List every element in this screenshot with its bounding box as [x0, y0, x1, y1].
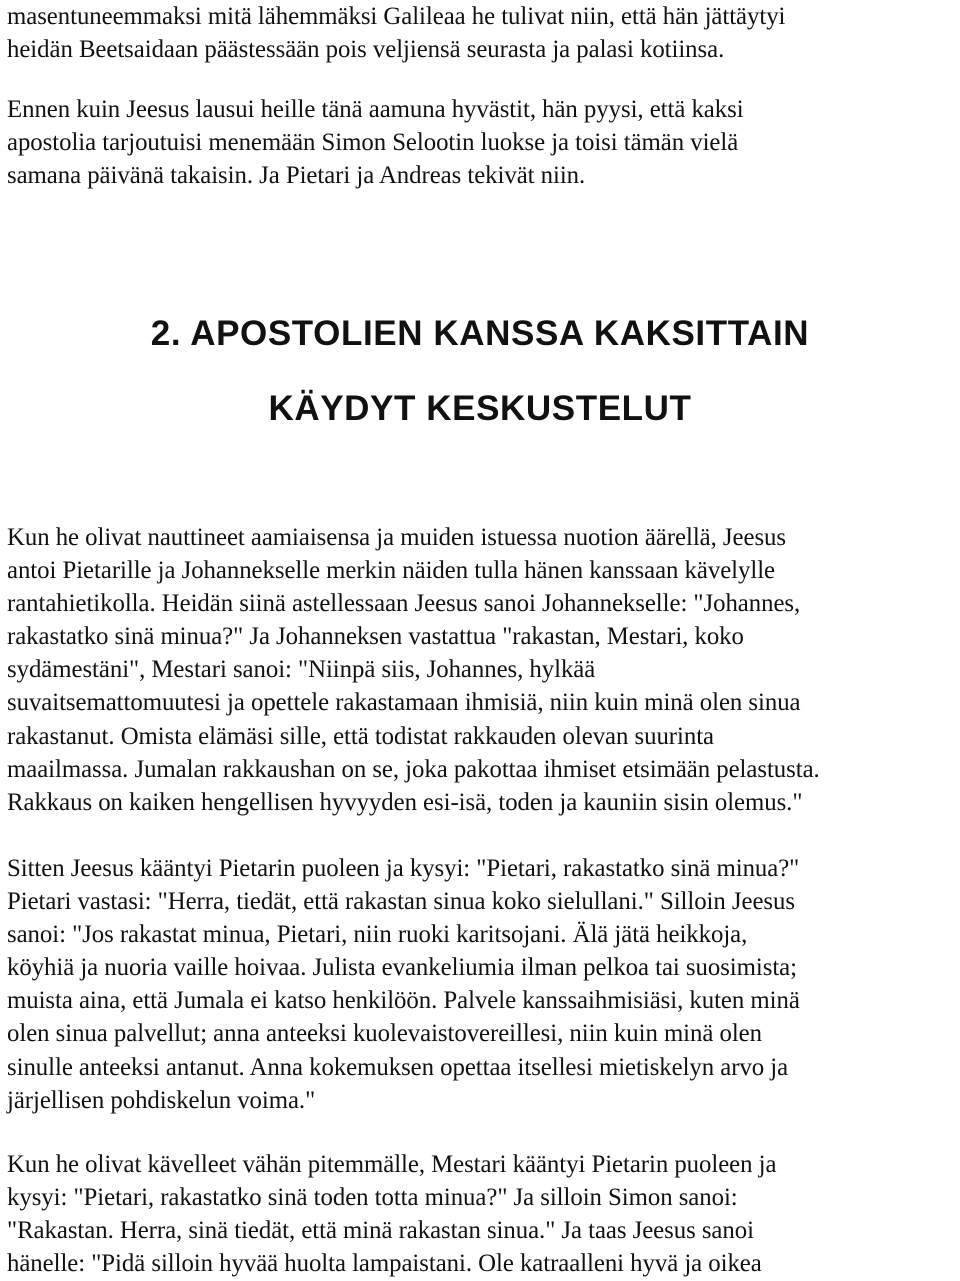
- paragraph-intro-2: Ennen kuin Jeesus lausui heille tänä aamuna hyvästit, hän pyysi, että kaksi apostolia tarjoutuisi menemään Simon Selootin luokse ja toisi tämän vielä samana päivänä takaisin. Ja Pietari ja Andreas tekivät niin.: [7, 96, 744, 190]
- section-heading-line-1: 2. APOSTOLIEN KANSSA KAKSITTAIN: [150, 314, 810, 353]
- paragraph-body-1: Kun he olivat nauttineet aamiaisensa ja muiden istuessa nuotion äärellä, Jeesus antoi Pietarille ja Johannekselle merkin näiden tulla hänen kanssaan kävelylle rantahietikolla. Heidän siinä astellessaan Jeesus sanoi Johannekselle: "Johannes, rakastatko sinä minua?" Ja Johanneksen vastattua "rakastan, Mestari, koko sydämestäni", Mestari sanoi: "Niinpä siis, Johannes, hylkää suvaitsemattomuutesi ja opettele rakastamaan ihmisiä, niin kuin minä olen sinua rakastanut. Omista elämäsi sille, että todistat rakkauden olevan suurinta maailmassa. Jumalan rakkaushan on se, joka pakottaa ihmiset etsimään pelastusta. Rakkaus on kaiken hengellisen hyvyyden esi-isä, toden ja kauniin sisin olemus.": [7, 524, 820, 816]
- paragraph-body-3: Kun he olivat kävelleet vähän pitemmälle, Mestari kääntyi Pietarin puoleen ja kysyi: "Pietari, rakastatko sinä toden totta minua?" Ja silloin Simon sanoi: "Rakastan. Herra, sinä tiedät, että minä rakastan sinua." Ja taas Jeesus sanoi hänelle: "Pidä silloin hyvää huolta lampaistani. Ole katraalleni hyvä ja oikea: [7, 1151, 777, 1278]
- paragraph-intro-1: masentuneemmaksi mitä lähemmäksi Galileaa he tulivat niin, että hän jättäytyi heidän Beetsaidaan päästessään pois veljiensä seurasta ja palasi kotiinsa.: [7, 3, 786, 64]
- paragraph-body-2: Sitten Jeesus kääntyi Pietarin puoleen ja kysyi: "Pietari, rakastatko sinä minua?" Pietari vastasi: "Herra, tiedät, että rakastan sinua koko sielullani." Silloin Jeesus sanoi: "Jos rakastat minua, Pietari, niin ruoki karitsojani. Älä jätä heikkoja, köyhiä ja nuoria vaille hoivaa. Julista evankeliumia ilman pelkoa tai suosimista; muista aina, että Jumala ei katso henkilöön. Palvele kanssaihmisiäsi, kuten minä olen sinua palvellut; anna anteeksi kuolevaistovereillesi, niin kuin minä olen sinulle anteeksi antanut. Anna kokemuksen opettaa itsellesi mietiskelyn arvo ja järjellisen pohdiskelun voima.": [7, 855, 800, 1114]
- section-heading-line-2: KÄYDYT KESKUSTELUT: [268, 389, 692, 428]
